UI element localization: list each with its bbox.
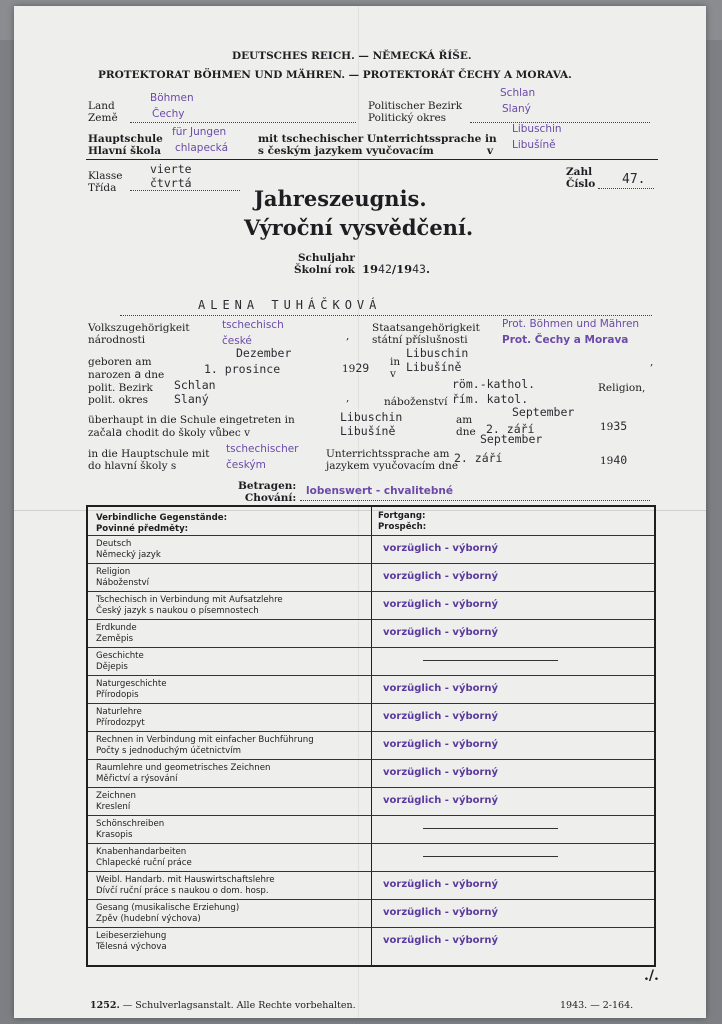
grades-table bbox=[86, 505, 656, 967]
table-row bbox=[88, 759, 654, 787]
table-row bbox=[88, 843, 654, 871]
table-row bbox=[88, 899, 654, 927]
klasse-value-de: vierte bbox=[150, 162, 192, 176]
polit-value-cz: Slaný bbox=[174, 392, 209, 406]
betragen-label: Betragen: Chování: bbox=[238, 480, 297, 504]
subject-label: Gesang (musikalische Erziehung) Zpěv (hudební výchova) bbox=[96, 903, 240, 924]
klasse-value-cz: čtvrtá bbox=[150, 176, 192, 190]
hauptschule-date-de: September bbox=[480, 432, 543, 446]
hauptschule-lang-de: tschechischer bbox=[226, 443, 299, 455]
religion-label-de: Religion, bbox=[598, 382, 646, 394]
born-month-de: Dezember bbox=[236, 346, 292, 360]
grade-value: vorzüglich - výborný bbox=[383, 683, 499, 694]
grade-blank bbox=[423, 660, 558, 661]
subject-label: Deutsch Německý jazyk bbox=[96, 539, 161, 560]
polit-value-de: Schlan bbox=[174, 378, 216, 392]
table-row bbox=[88, 675, 654, 703]
subject-label: Rechnen in Verbindung mit einfacher Buchführung Počty s jednoduchým účetnictvím bbox=[96, 735, 314, 756]
grade-value: vorzüglich - výborný bbox=[383, 599, 499, 610]
volk-label: Volkszugehörigkeit národnosti bbox=[88, 322, 190, 346]
grade-blank bbox=[423, 828, 558, 829]
eingetreten-date-de: September bbox=[512, 405, 575, 419]
bezirk-label: Politischer Bezirk Politický okres bbox=[368, 100, 463, 124]
subject-label: Raumlehre und geometrisches Zeichnen Měřictví a rýsování bbox=[96, 763, 271, 784]
hauptschule-date-cz: 2. září bbox=[454, 451, 503, 465]
eingetreten-date-cz: 2. září bbox=[486, 422, 535, 436]
volk-value-de: tschechisch bbox=[222, 319, 284, 331]
grade-value: vorzüglich - výborný bbox=[383, 627, 499, 638]
table-row bbox=[88, 815, 654, 843]
student-name: ALENA TUHÁČKOVÁ bbox=[198, 298, 382, 312]
klasse-label: Klasse Třída bbox=[88, 170, 123, 194]
header-line1: DEUTSCHES REICH. — NĚMECKÁ ŘÍŠE. bbox=[232, 50, 472, 62]
born-year: 1929 bbox=[342, 361, 370, 375]
land-value-cz: Čechy bbox=[152, 108, 185, 120]
grade-value: vorzüglich - výborný bbox=[383, 795, 499, 806]
table-row bbox=[88, 619, 654, 647]
school-place-de: Libuschin bbox=[512, 123, 562, 135]
table-row bbox=[88, 647, 654, 675]
bezirk-value-de: Schlan bbox=[500, 87, 536, 99]
subject-label: Leibeserziehung Tělesná výchova bbox=[96, 931, 167, 952]
betragen-value: lobenswert - chvalitebné bbox=[306, 485, 453, 497]
title-cz: Výroční vysvědčení. bbox=[244, 215, 474, 240]
hauptschule-year: 1940 bbox=[600, 453, 628, 467]
hauptschule-label2: Unterrichtssprache am jazykem vyučovacím dne bbox=[326, 448, 459, 472]
staat-value-cz: Prot. Čechy a Morava bbox=[502, 334, 629, 346]
header-line2: PROTEKTORAT BÖHMEN UND MÄHREN. — PROTEKTORÁT ČECHY A MORAVA. bbox=[98, 69, 572, 81]
eingetreten-place-cz: Libušíně bbox=[340, 424, 396, 438]
school-in-label: v bbox=[487, 145, 494, 157]
land-value-de: Böhmen bbox=[150, 92, 194, 104]
religion-label-cz: náboženství bbox=[384, 396, 448, 408]
header-rule bbox=[86, 159, 658, 160]
grade-blank bbox=[423, 856, 558, 857]
hauptschule-label: in die Hauptschule mit do hlavní školy s bbox=[88, 448, 210, 472]
subject-label: Knabenhandarbeiten Chlapecké ruční práce bbox=[96, 847, 192, 868]
born-place-de: Libuschin bbox=[406, 346, 469, 360]
table-row bbox=[88, 535, 654, 563]
title-de: Jahreszeugnis. bbox=[254, 186, 427, 211]
born-place-cz: Libušíně bbox=[406, 360, 462, 374]
table-row bbox=[88, 731, 654, 759]
eingetreten-place-de: Libuschin bbox=[340, 410, 403, 424]
table-row bbox=[88, 871, 654, 899]
grade-value: vorzüglich - výborný bbox=[383, 571, 499, 582]
bezirk-value-cz: Slaný bbox=[502, 103, 531, 115]
table-row bbox=[88, 927, 654, 955]
born-label: geboren am narozen a dne bbox=[88, 356, 165, 381]
grade-value: vorzüglich - výborný bbox=[383, 907, 499, 918]
subject-label: Geschichte Dějepis bbox=[96, 651, 144, 672]
subject-label: Erdkunde Zeměpis bbox=[96, 623, 137, 644]
school-lang-label: mit tschechischer Unterrichtssprache in s českým jazykem vyučovacím bbox=[258, 133, 497, 157]
school-type-de: für Jungen bbox=[172, 126, 227, 138]
eingetreten-label: überhaupt in die Schule eingetreten in začala chodit do školy vůbec v bbox=[88, 414, 295, 439]
table-row bbox=[88, 787, 654, 815]
subject-label: Naturlehre Přírodozpyt bbox=[96, 707, 145, 728]
hauptschule-lang-cz: českým bbox=[226, 459, 266, 471]
footer-left: 1252. — Schulverlagsanstalt. Alle Rechte vorbehalten. bbox=[90, 1000, 356, 1011]
born-in-label: in v bbox=[390, 356, 401, 380]
school-place-cz: Libušíně bbox=[512, 139, 556, 151]
schuljahr-value: 1942/1943. bbox=[362, 262, 430, 276]
eingetreten-am: am dne bbox=[456, 414, 476, 438]
subject-label: Religion Náboženství bbox=[96, 567, 149, 588]
religion-value-de: röm.-kathol. bbox=[452, 377, 536, 391]
staat-label: Staatsangehörigkeit státní příslušnosti bbox=[372, 322, 480, 346]
subject-label: Zeichnen Kreslení bbox=[96, 791, 136, 812]
staat-value-de: Prot. Böhmen und Mähren bbox=[502, 318, 640, 330]
grade-value: vorzüglich - výborný bbox=[383, 543, 499, 554]
religion-value-cz: řím. katol. bbox=[452, 392, 529, 406]
schuljahr-label: Schuljahr Školní rok bbox=[294, 252, 355, 276]
footer-right: 1943. — 2-164. bbox=[560, 1000, 634, 1011]
table-head-right: Fortgang: Prospěch: bbox=[378, 511, 427, 532]
school-label: Hauptschule Hlavní škola bbox=[88, 133, 163, 157]
table-head-left: Verbindliche Gegenstände: Povinné předměty: bbox=[96, 513, 228, 534]
eingetreten-year: 1935 bbox=[600, 419, 628, 433]
school-type-cz: chlapecká bbox=[175, 142, 229, 154]
continue-mark: ./. bbox=[644, 968, 659, 984]
born-date-cz: 1. prosince bbox=[204, 362, 281, 376]
grade-value: vorzüglich - výborný bbox=[383, 879, 499, 890]
table-row bbox=[88, 703, 654, 731]
grade-value: vorzüglich - výborný bbox=[383, 935, 499, 946]
grade-value: vorzüglich - výborný bbox=[383, 739, 499, 750]
land-label: Land Země bbox=[88, 100, 118, 124]
volk-value-cz: české bbox=[222, 335, 252, 347]
zahl-value: 47. bbox=[622, 172, 646, 187]
table-row bbox=[88, 563, 654, 591]
table-row bbox=[88, 591, 654, 619]
subject-label: Weibl. Handarb. mit Hauswirtschaftslehre Dívčí ruční práce s naukou o dom. hosp. bbox=[96, 875, 275, 896]
zahl-label: Zahl Číslo bbox=[566, 166, 596, 190]
polit-label: polit. Bezirk polit. okres bbox=[88, 382, 153, 406]
grade-value: vorzüglich - výborný bbox=[383, 711, 499, 722]
subject-label: Tschechisch in Verbindung mit Aufsatzlehre Český jazyk s naukou o písemnostech bbox=[96, 595, 283, 616]
subject-label: Schönschreiben Krasopis bbox=[96, 819, 165, 840]
grade-value: vorzüglich - výborný bbox=[383, 767, 499, 778]
subject-label: Naturgeschichte Přírodopis bbox=[96, 679, 167, 700]
